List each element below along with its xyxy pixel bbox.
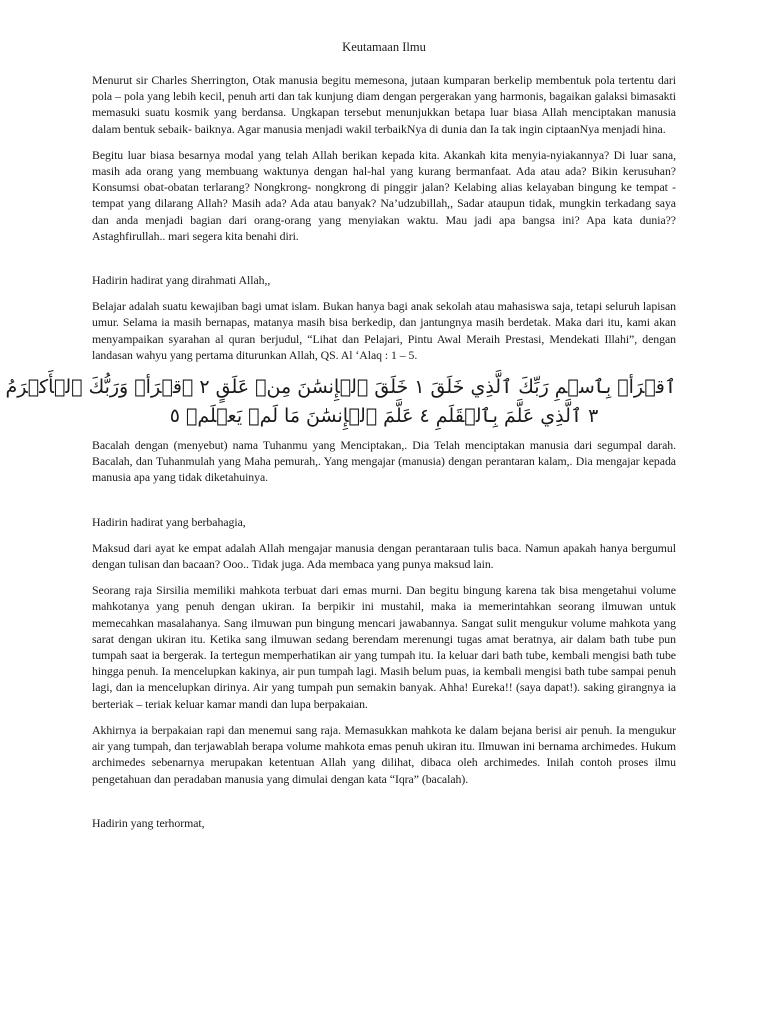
greeting-berbahagia: Hadirin hadirat yang berbahagia, bbox=[92, 514, 246, 529]
document-page bbox=[5, 38, 676, 841]
paragraph-modal: Begitu luar biasa besarnya modal yang telah Allah berikan kepada kita. Akankah kita menyia-nyiakannya? Di luar sana, masih ada orang yang membuang waktunya dengan hal-hal yang kurang bermanfaat. Ada atau ada? Bikin kerusuhan? Konsumsi obat-obatan terlarang? Nongkrong- nongkrong di pinggir jalan? Kelabing alias kelayaban bingung ke tempat - tempat yang dilarang Allah? Masih ada? Ada atau banyak? Na’udzubillah,, Sadar ataupun tidak, mungkin terkadang saya dan anda menjadi bagian dari orang-orang yang menyiakan waktu. Mau jadi apa bangsa ini? Apa kata dunia?? Astaghfirullah.. mari segera kita benahi diri. bbox=[92, 147, 676, 243]
paragraph-sherrington: Menurut sir Charles Sherrington, Otak manusia begitu memesona, jutaan kumparan berkelip membentuk pola tertentu dari pola – pola yang lebih kecil, penuh arti dan tak kunjung diam dengan pergerakan yang harmonis, bagaikan galaksi bimasakti memasuki suatu kosmik yang berdansa. Ungkapan tersebut menunjukkan betapa luar biasa Allah menciptakan manusia dalam bentuk sebaik- baiknya. Agar manusia menjadi wakil terbaikNya di dunia dan Ia tak ingin ciptaanNya menjadi hina. bbox=[92, 73, 676, 136]
paragraph-spacer bbox=[92, 496, 676, 514]
paragraph-spacer bbox=[92, 797, 676, 815]
document-title: Keutamaan Ilmu bbox=[342, 40, 426, 54]
quran-verse-line-2: ٣ ٱلَّذِي عَلَّمَ بِٱلۡقَلَمِ ٤ عَلَّمَ ٱلۡإِنسَٰنَ مَا لَمۡ يَعۡلَمۡ ٥ bbox=[169, 405, 599, 428]
paragraph-ayat-empat: Maksud dari ayat ke empat adalah Allah mengajar manusia dengan perantaraan tulis baca. Namun apakah hanya bergumul dengan tulisan dan bacaan? Ooo.. Tidak juga. Ada membaca yang punya maksud lain. bbox=[92, 540, 676, 572]
greeting-terhormat: Hadirin yang terhormat, bbox=[92, 815, 205, 830]
quran-verse-line-1: ٱقۡرَأۡ بِٱسۡمِ رَبِّكَ ٱلَّذِي خَلَقَ ١ خَلَقَ ٱلۡإِنسَٰنَ مِنۡ عَلَقٍ ٢ ٱقۡرَأۡ وَرَبُّكَ ٱلۡأَكۡرَمُ bbox=[5, 376, 676, 399]
quran-verse-al-alaq bbox=[5, 373, 676, 431]
paragraph-archimedes-conclusion: Akhirnya ia berpakaian rapi dan menemui sang raja. Memasukkan mahkota ke dalam bejana berisi air penuh. Ia mengukur air yang tumpah, dan terjawablah berapa volume mahkota emas penuh ukiran itu. Ilmuwan ini bernama archimedes. Hukum archimedes sebenarnya merupakan ketentuan Allah yang dilihat, dibaca oleh archimedes. Inilah contoh proses ilmu pengetahuan dan peradaban manusia yang dimulai dengan kata “Iqra” (bacalah). bbox=[92, 722, 676, 786]
greeting-dirahmati: Hadirin hadirat yang dirahmati Allah,, bbox=[92, 273, 271, 288]
paragraph-spacer bbox=[92, 254, 676, 272]
paragraph-translation: Bacalah dengan (menyebut) nama Tuhanmu yang Menciptakan,. Dia Telah menciptakan manusia dari segumpal darah. Bacalah, dan Tuhanmulah yang Maha pemurah,. Yang mengajar (manusia) dengan perantaran kalam,. Dia mengajar kepada manusia apa yang tidak diketahuinya. bbox=[92, 438, 676, 485]
paragraph-belajar: Belajar adalah suatu kewajiban bagi umat islam. Bukan hanya bagi anak sekolah atau mahasiswa saja, tetapi seluruh lapisan umur. Selama ia masih bernapas, matanya masih bisa berkedip, dan jantungnya masih berdetak. Maka dari itu, kami akan menyampaikan syarahan al quran berjudul, “Lihat dan Pelajari, Pintu Awal Meraih Prestasi, Mendekati Illahi”, dengan landasan wahyu yang pertama diturunkan Allah, QS. Al ‘Alaq : 1 – 5. bbox=[92, 299, 676, 362]
paragraph-archimedes-story: Seorang raja Sirsilia memiliki mahkota terbuat dari emas murni. Dan begitu bingung karena tak bisa mengetahui volume mahkotanya yang penuh dengan ukiran. Ia berpikir ini mustahil, maka ia memerintahkan seorang ilmuwan untuk memecahkan masalahanya. Sang ilmuwan pun bingung mencari jawabannya. Sangat sulit mengukur volume mahkota yang sarat dengan ukiran itu. Ketika sang ilmuwan sedang berendam merenungi tugas amat beratnya, air dalam bath tube pun tumpah saat ia bergerak. Ia tertegun memperhatikan air yang tumpah itu. Ia keluar dari bath tube, kembali mengisi bath tube hingga penuh. Ia mencelupkan kakinya, air pun tumpah lagi. Masih belum puas, ia kembali mengisi bath tube sampai penuh lagi, dan ia mencelupkan dirinya. Air yang tumpah pun semakin banyak. Ahha! Eureka!! (saya dapat!). saking girangnya ia berteriak – teriak keluar kamar mandi dan lupa berpakaian. bbox=[92, 583, 676, 711]
